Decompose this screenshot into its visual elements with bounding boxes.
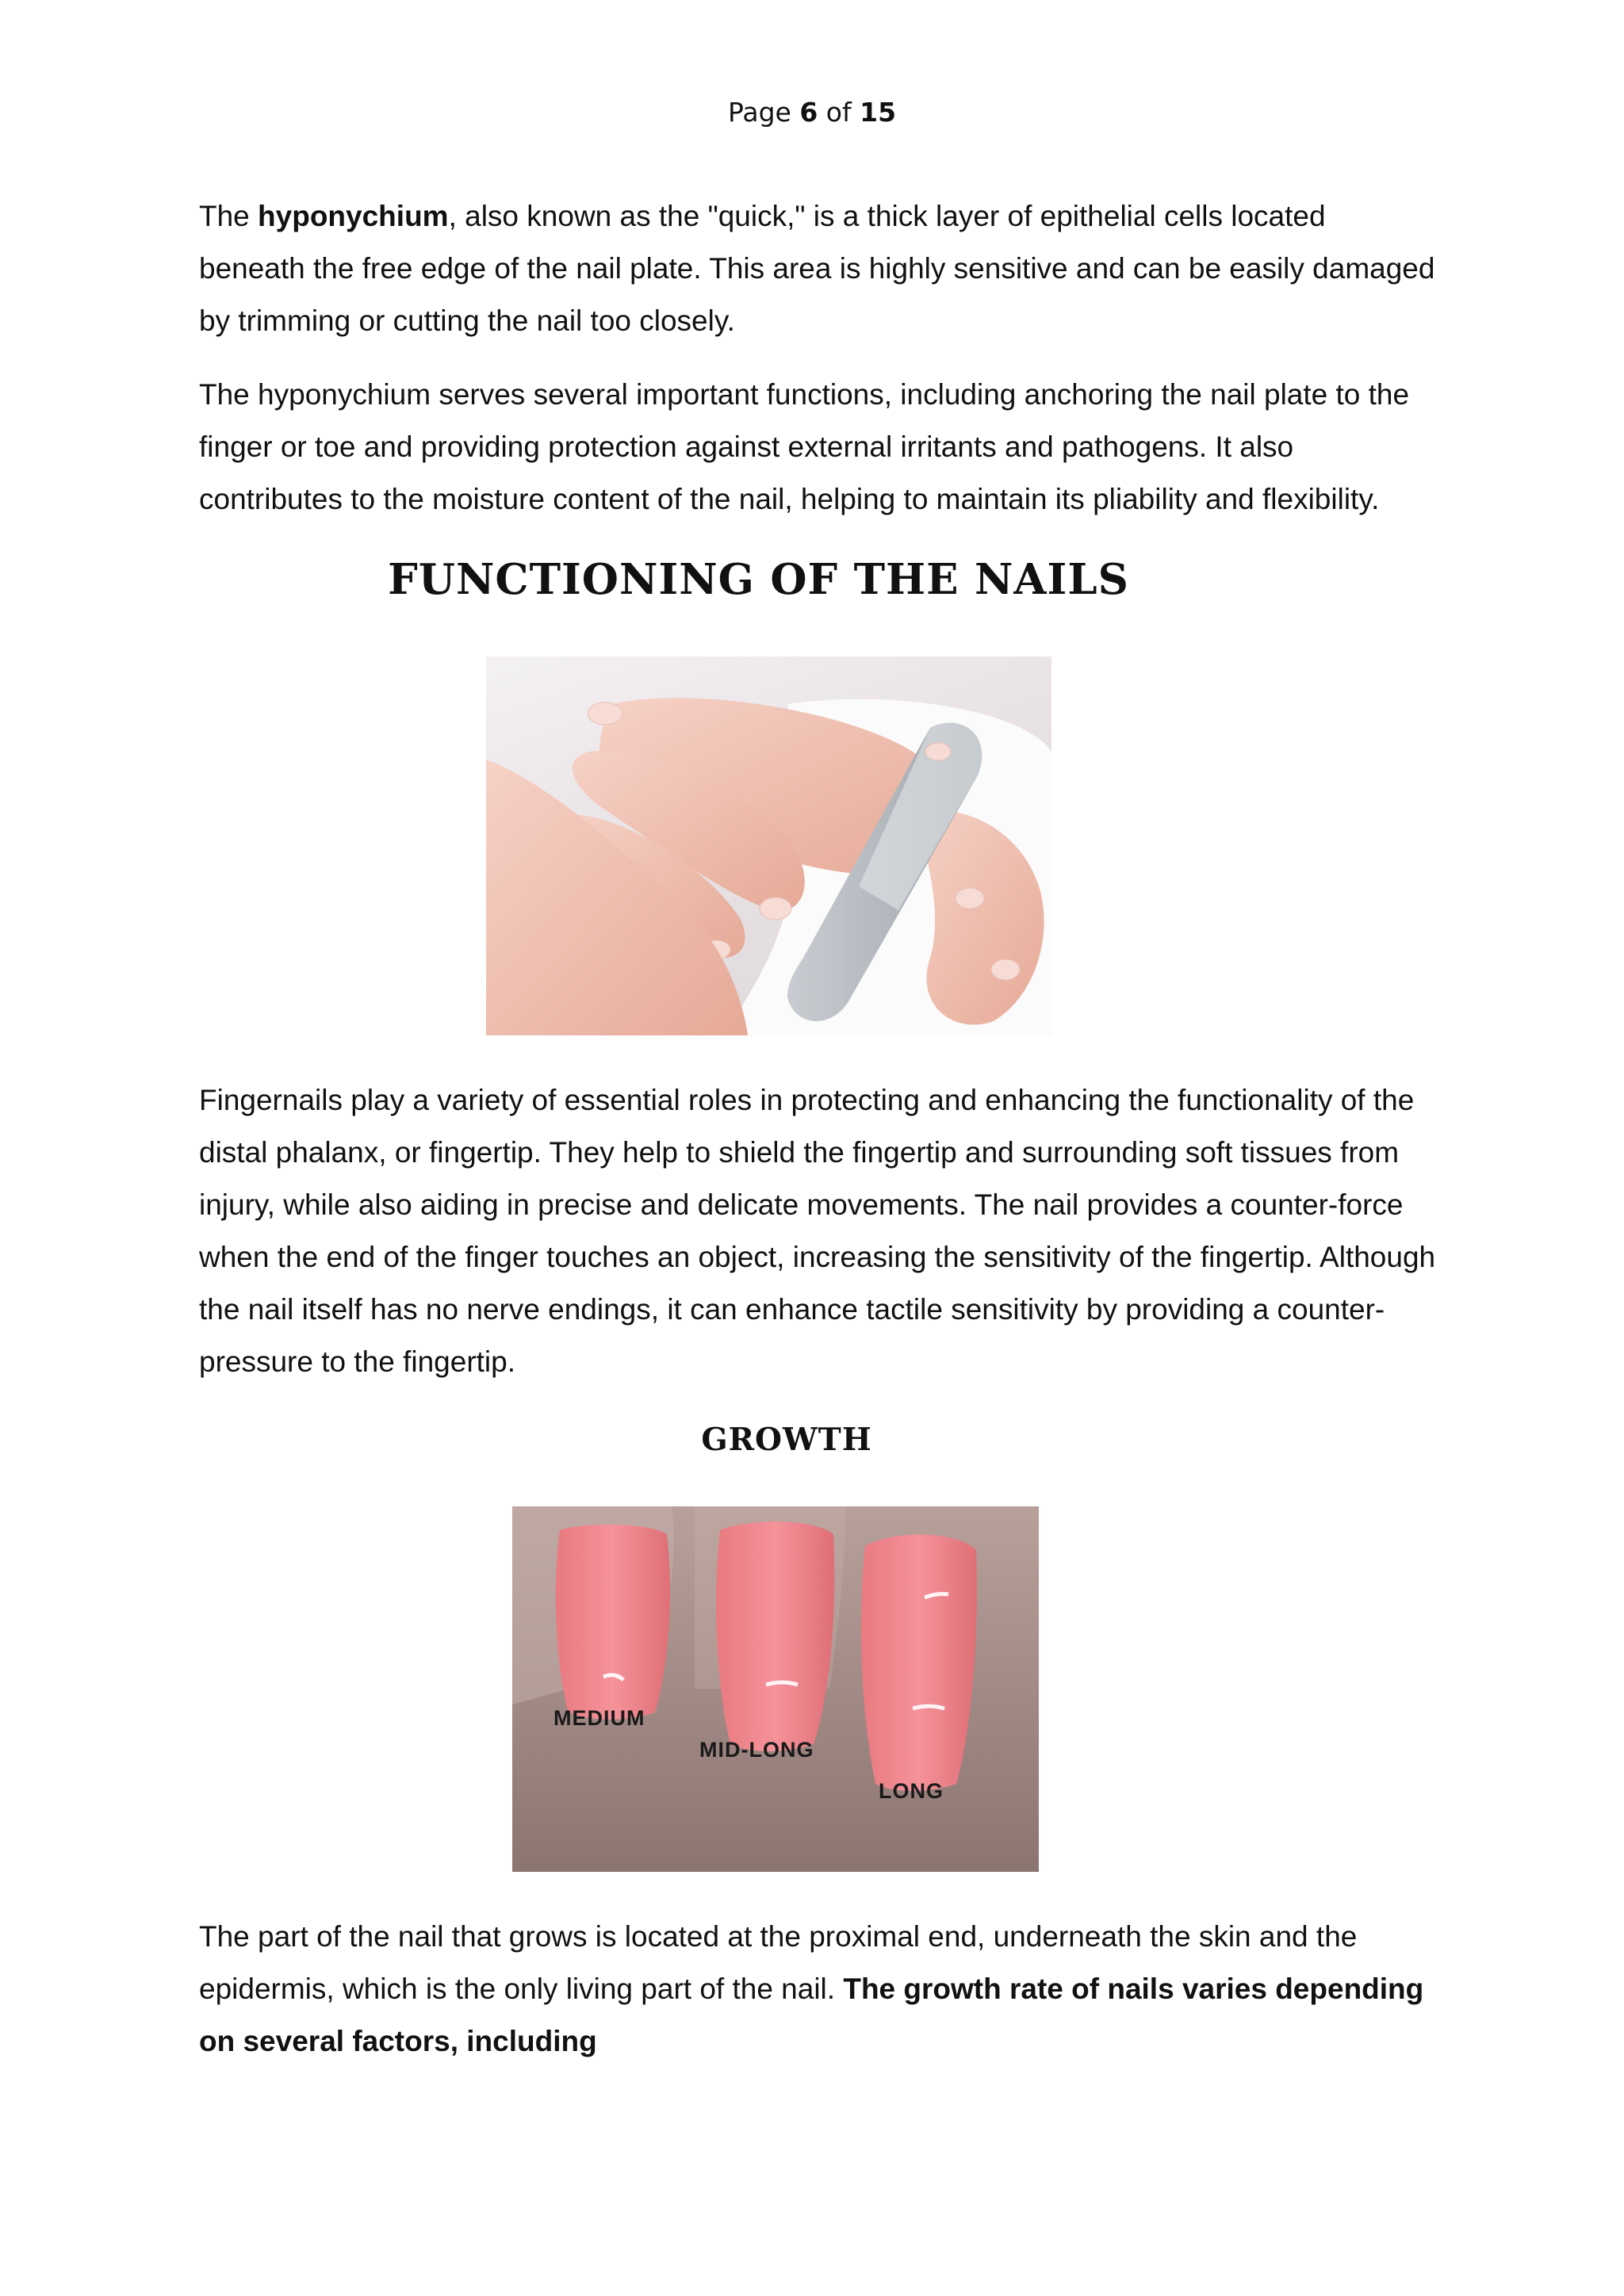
growth-paragraph: [199, 1911, 1436, 2068]
label-long: LONG: [879, 1779, 944, 1803]
hyponychium-paragraph: [199, 190, 1436, 347]
term-hyponychium: hyponychium: [258, 200, 449, 232]
paragraph-rest: , also known as the "quick," is a thick layer of epithelial cells located beneath the free edge of the nail plate. This area is highly sensitive and can be easily damaged by trimming or cutting the nail too closely.: [199, 200, 1435, 337]
page-number: [0, 97, 1624, 128]
heading-growth: [0, 1422, 1624, 1458]
heading-text: GROWTH: [701, 1422, 872, 1458]
heading-text: FUNCTIONING OF THE NAILS: [388, 555, 1129, 604]
paragraph-bold-text: The growth rate of nails varies depending on several factors, including: [199, 1973, 1424, 2057]
total-pages-number: 15: [860, 97, 897, 128]
manicure-photo: [486, 656, 1051, 1035]
label-mid-long: MID-LONG: [699, 1738, 814, 1762]
paragraph-text: Fingernails play a variety of essential roles in protecting and enhancing the functionality of the distal phalanx, or fingertip. They help to shield the fingertip and surrounding soft tissues from injury, while also aiding in precise and delicate movements. The nail provides a counter-force when the end of the finger touches an object, increasing the sensitivity of the fingertip. Although the nail itself has no nerve endings, it can enhance tactile sensitivity by providing a counter-pressure to the fingertip.: [199, 1084, 1436, 1378]
manicure-illustration: [486, 656, 1051, 1035]
fingernail-roles-paragraph: [199, 1074, 1436, 1388]
nail-lengths-illustration: [512, 1506, 1039, 1872]
page-word: Page: [727, 97, 791, 128]
paragraph-text: The hyponychium serves several important functions, including anchoring the nail plate to the finger or toe and providing protection against external irritants and pathogens. It also contributes to the moisture content of the nail, helping to maintain its pliability and flexibility.: [199, 378, 1410, 515]
of-word: of: [825, 97, 852, 128]
paragraph-lead: The: [199, 200, 259, 232]
heading-functioning-of-nails: [0, 555, 1624, 604]
label-medium: MEDIUM: [553, 1706, 645, 1730]
paragraph-text: The part of the nail that grows is located at the proximal end, underneath the skin and the epidermis, which is the only living part of the nail.: [199, 1920, 1358, 2005]
nail-lengths-photo: [512, 1506, 1039, 1872]
hyponychium-functions-paragraph: [199, 369, 1436, 526]
current-page-number: 6: [799, 97, 818, 128]
